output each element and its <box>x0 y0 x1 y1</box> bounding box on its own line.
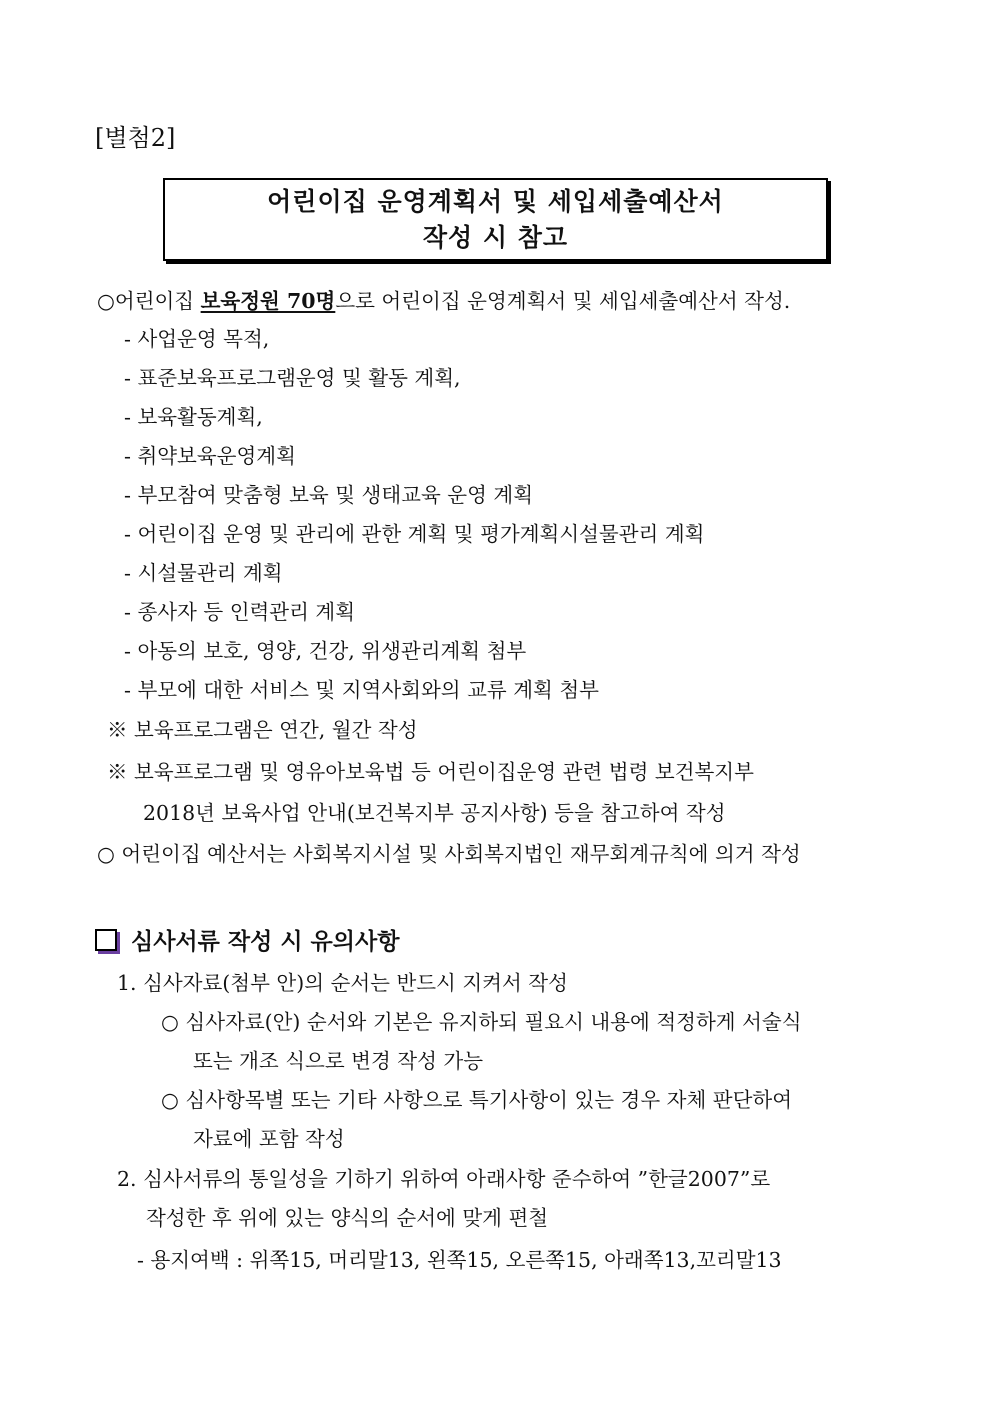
title-line-2: 작성 시 참고 <box>422 222 569 252</box>
section-heading-text: 심사서류 작성 시 유의사항 <box>131 928 400 955</box>
list-item: - 종사자 등 인력관리 계획 <box>124 600 356 624</box>
list-item: - 아동의 보호, 영양, 건강, 위생관리계획 첨부 <box>124 639 527 663</box>
list-item: - 부모참여 맞춤형 보육 및 생태교육 운영 계획 <box>124 483 533 507</box>
list-item: - 어린이집 운영 및 관리에 관한 계획 및 평가계획시설물관리 계획 <box>124 522 705 546</box>
intro-emphasis: 보육정원 70명 <box>200 289 336 313</box>
title-line-1: 어린이집 운영계획서 및 세입세출예산서 <box>267 186 724 216</box>
section-heading <box>95 923 399 956</box>
list-item: - 부모에 대한 서비스 및 지역사회와의 교류 계획 첨부 <box>124 678 599 702</box>
intro-prefix: ○어린이집 <box>97 289 201 313</box>
paragraph-1: 1. 심사자료(첨부 안)의 순서는 반드시 지켜서 작성 <box>117 971 568 995</box>
intro-suffix: 으로 어린이집 운영계획서 및 세입세출예산서 작성. <box>335 289 791 313</box>
paragraph-1b-line-1: ○ 심사항목별 또는 기타 사항으로 특기사항이 있는 경우 자체 판단하여 <box>161 1088 793 1112</box>
list-item: - 보육활동계획, <box>124 405 263 429</box>
list-item: - 시설물관리 계획 <box>124 561 283 585</box>
note-line: ※ 보육프로그램은 연간, 월간 작성 <box>107 718 418 742</box>
checkbox-square-icon <box>95 929 117 951</box>
paragraph-1a-line-1: ○ 심사자료(안) 순서와 기본은 유지하되 필요시 내용에 적정하게 서술식 <box>161 1010 802 1034</box>
list-item: - 표준보육프로그램운영 및 활동 계획, <box>124 366 461 390</box>
paragraph-1b-line-2: 자료에 포함 작성 <box>193 1127 345 1151</box>
list-item: - 취약보육운영계획 <box>124 444 296 468</box>
title-box <box>163 178 828 261</box>
intro-line <box>97 287 790 315</box>
note-line: 2018년 보육사업 안내(보건복지부 공지사항) 등을 참고하여 작성 <box>143 801 726 825</box>
margins-line: - 용지여백 : 위쪽15, 머리말13, 왼쪽15, 오른쪽15, 아래쪽13,꼬리말13 <box>137 1248 782 1272</box>
list-item: - 사업운영 목적, <box>124 327 270 351</box>
paragraph-1a-line-2: 또는 개조 식으로 변경 작성 가능 <box>193 1049 484 1073</box>
budget-line: ○ 어린이집 예산서는 사회복지시설 및 사회복지법인 재무회계규칙에 의거 작성 <box>97 842 801 866</box>
paragraph-2-line-1: 2. 심사서류의 통일성을 기하기 위하여 아래사항 준수하여 ”한글2007”로 <box>117 1167 771 1191</box>
paragraph-2-line-2: 작성한 후 위에 있는 양식의 순서에 맞게 편철 <box>146 1206 549 1230</box>
note-line: ※ 보육프로그램 및 영유아보육법 등 어린이집운영 관련 법령 보건복지부 <box>107 760 754 784</box>
attachment-label: [별첨2] <box>95 124 176 152</box>
